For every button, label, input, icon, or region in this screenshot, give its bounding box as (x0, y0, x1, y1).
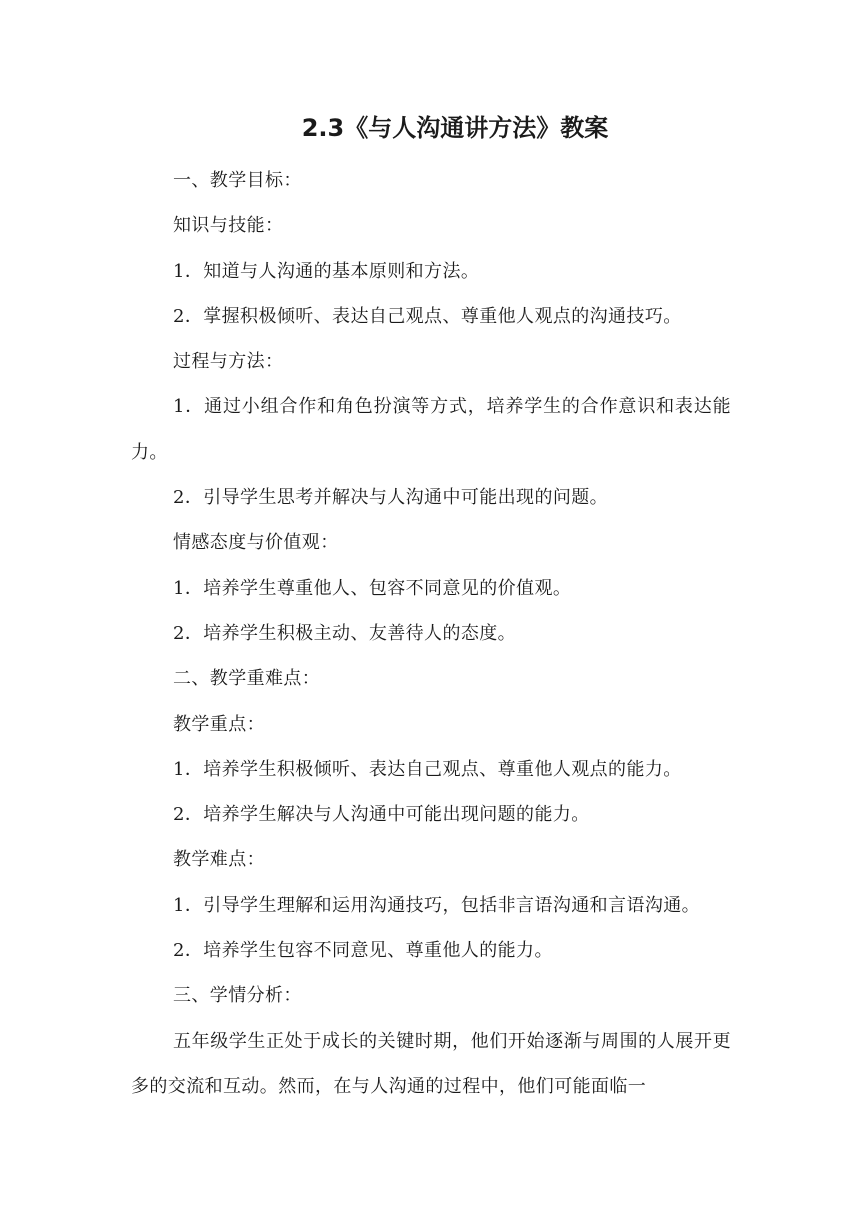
paragraph-knowledge-item-2: 2．掌握积极倾听、表达自己观点、尊重他人观点的沟通技巧。 (173, 305, 682, 327)
paragraph-section-2-heading: 二、教学重难点： (173, 668, 321, 690)
paragraph-emotion-values: 情感态度与价值观： (173, 532, 339, 554)
paragraph-difficulties: 教学难点： (173, 849, 265, 871)
paragraph-knowledge-item-1: 1．知道与人沟通的基本原则和方法。 (173, 260, 480, 282)
paragraph-emotion-item-1: 1．培养学生尊重他人、包容不同意见的价值观。 (173, 577, 572, 599)
paragraph-key-item-1: 1．培养学生积极倾听、表达自己观点、尊重他人观点的能力。 (173, 758, 682, 780)
document-body (131, 158, 731, 1109)
paragraph-emotion-item-2: 2．培养学生积极主动、友善待人的态度。 (173, 622, 517, 644)
paragraph-key-points: 教学重点： (173, 713, 265, 735)
paragraph-process-item-1: 1．通过小组合作和角色扮演等方式，培养学生的合作意识和表达能力。 (131, 396, 731, 463)
paragraph-section-3-heading: 三、学情分析： (173, 985, 302, 1007)
paragraph-difficulty-item-1: 1．引导学生理解和运用沟通技巧，包括非言语沟通和言语沟通。 (173, 894, 701, 916)
paragraph-difficulty-item-2: 2．培养学生包容不同意见、尊重他人的能力。 (173, 940, 553, 962)
paragraph-process-methods: 过程与方法： (173, 351, 284, 373)
paragraph-process-item-2: 2．引导学生思考并解决与人沟通中可能出现的问题。 (173, 487, 609, 509)
paragraph-student-analysis: 五年级学生正处于成长的关键时期，他们开始逐渐与周围的人展开更多的交流和互动。然而，在与人沟通的过程中，他们可能面临一 (131, 1030, 731, 1097)
document-title: 2.3《与人沟通讲方法》教案 (301, 114, 609, 142)
paragraph-section-1-heading: 一、教学目标： (173, 170, 302, 191)
paragraph-key-item-2: 2．培养学生解决与人沟通中可能出现问题的能力。 (173, 804, 590, 826)
paragraph-knowledge-skills: 知识与技能： (173, 215, 284, 237)
